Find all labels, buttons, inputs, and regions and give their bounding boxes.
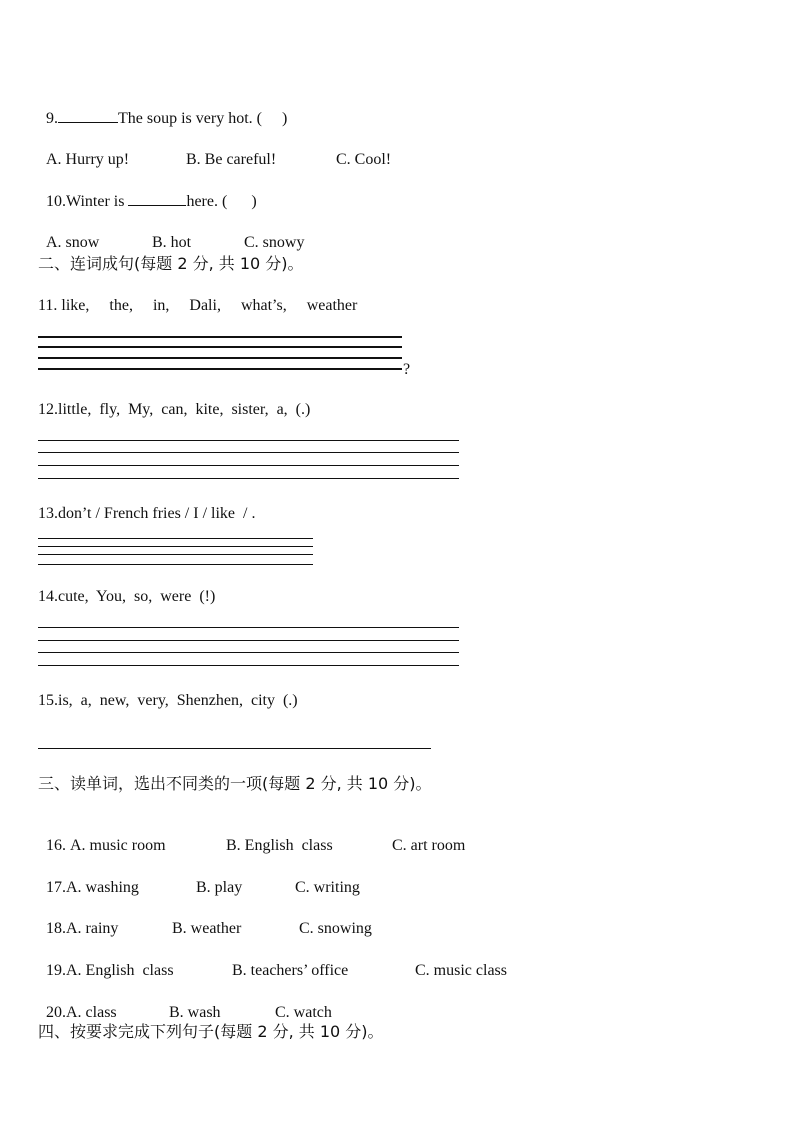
answer-line[interactable] xyxy=(38,546,313,547)
answer-line[interactable] xyxy=(38,627,459,628)
option-c[interactable]: C. snowy xyxy=(244,234,305,251)
option-b[interactable]: B. Be careful! xyxy=(186,151,277,168)
section-4-title: 四、按要求完成下列句子(每题 2 分, 共 10 分)。 xyxy=(38,1022,384,1041)
section-2-title: 二、连词成句(每题 2 分, 共 10 分)。 xyxy=(38,254,304,273)
question-14: 14.cute, You, so, were (!) xyxy=(38,588,216,605)
answer-blank[interactable] xyxy=(128,191,186,206)
option-a[interactable]: A. washing xyxy=(66,879,139,896)
answer-line[interactable] xyxy=(38,368,402,370)
answer-line[interactable] xyxy=(38,452,459,453)
option-c[interactable]: C. writing xyxy=(295,879,360,896)
question-20 xyxy=(38,983,332,1023)
question-10 xyxy=(38,171,257,212)
answer-line[interactable] xyxy=(38,538,313,539)
option-a[interactable]: A. snow xyxy=(46,234,100,251)
question-number: 18. xyxy=(46,920,66,937)
answer-line[interactable] xyxy=(38,336,402,338)
option-c[interactable]: C. snowing xyxy=(299,920,372,937)
question-mark: ? xyxy=(403,361,411,378)
option-b[interactable]: B. play xyxy=(196,879,243,896)
question-number: 19. xyxy=(46,962,66,979)
answer-line[interactable] xyxy=(38,665,459,666)
option-a[interactable]: A. English class xyxy=(66,962,174,979)
option-c[interactable]: C. music class xyxy=(415,962,507,979)
question-text: The soup is very hot. ( ) xyxy=(118,110,288,127)
answer-blank[interactable] xyxy=(58,108,118,123)
answer-line[interactable] xyxy=(38,440,459,441)
question-number: 20. xyxy=(46,1004,66,1021)
question-11: 11. like, the, in, Dali, what’s, weather xyxy=(38,297,358,314)
question-15: 15.is, a, new, very, Shenzhen, city (.) xyxy=(38,692,298,709)
question-18 xyxy=(38,899,372,939)
question-17 xyxy=(38,858,360,898)
question-number: 9. xyxy=(46,110,58,127)
option-c[interactable]: C. Cool! xyxy=(336,151,392,168)
answer-line[interactable] xyxy=(38,748,431,749)
answer-line[interactable] xyxy=(38,640,459,641)
option-c[interactable]: C. watch xyxy=(275,1004,332,1021)
option-a[interactable]: A. class xyxy=(66,1004,117,1021)
option-c[interactable]: C. art room xyxy=(392,837,466,854)
option-b[interactable]: B. teachers’ office xyxy=(232,962,349,979)
question-9-options xyxy=(38,130,391,170)
question-9 xyxy=(38,88,287,129)
question-13: 13.don’t / French fries / I / like / . xyxy=(38,505,256,522)
question-10-options xyxy=(38,213,304,253)
answer-line[interactable] xyxy=(38,357,402,359)
option-a[interactable]: A. music room xyxy=(70,837,166,854)
option-a[interactable]: A. rainy xyxy=(66,920,119,937)
option-b[interactable]: B. weather xyxy=(172,920,242,937)
option-b[interactable]: B. wash xyxy=(169,1004,221,1021)
section-3-title: 三、读单词，选出不同类的一项(每题 2 分, 共 10 分)。 xyxy=(38,774,432,793)
question-number: 17. xyxy=(46,879,66,896)
answer-line[interactable] xyxy=(38,554,313,555)
option-b[interactable]: B. hot xyxy=(152,234,192,251)
question-text-after: here. ( ) xyxy=(186,193,257,210)
option-a[interactable]: A. Hurry up! xyxy=(46,151,130,168)
answer-line[interactable] xyxy=(38,652,459,653)
answer-line[interactable] xyxy=(38,465,459,466)
question-number: 10. xyxy=(46,193,66,210)
question-12: 12.little, fly, My, can, kite, sister, a, (.) xyxy=(38,401,311,418)
answer-line[interactable] xyxy=(38,478,459,479)
answer-line[interactable] xyxy=(38,346,402,348)
answer-line[interactable] xyxy=(38,564,313,565)
question-16 xyxy=(38,816,465,856)
question-number: 16. xyxy=(46,837,66,854)
question-text-before: Winter is xyxy=(66,193,129,210)
question-19 xyxy=(38,941,507,981)
option-b[interactable]: B. English class xyxy=(226,837,333,854)
